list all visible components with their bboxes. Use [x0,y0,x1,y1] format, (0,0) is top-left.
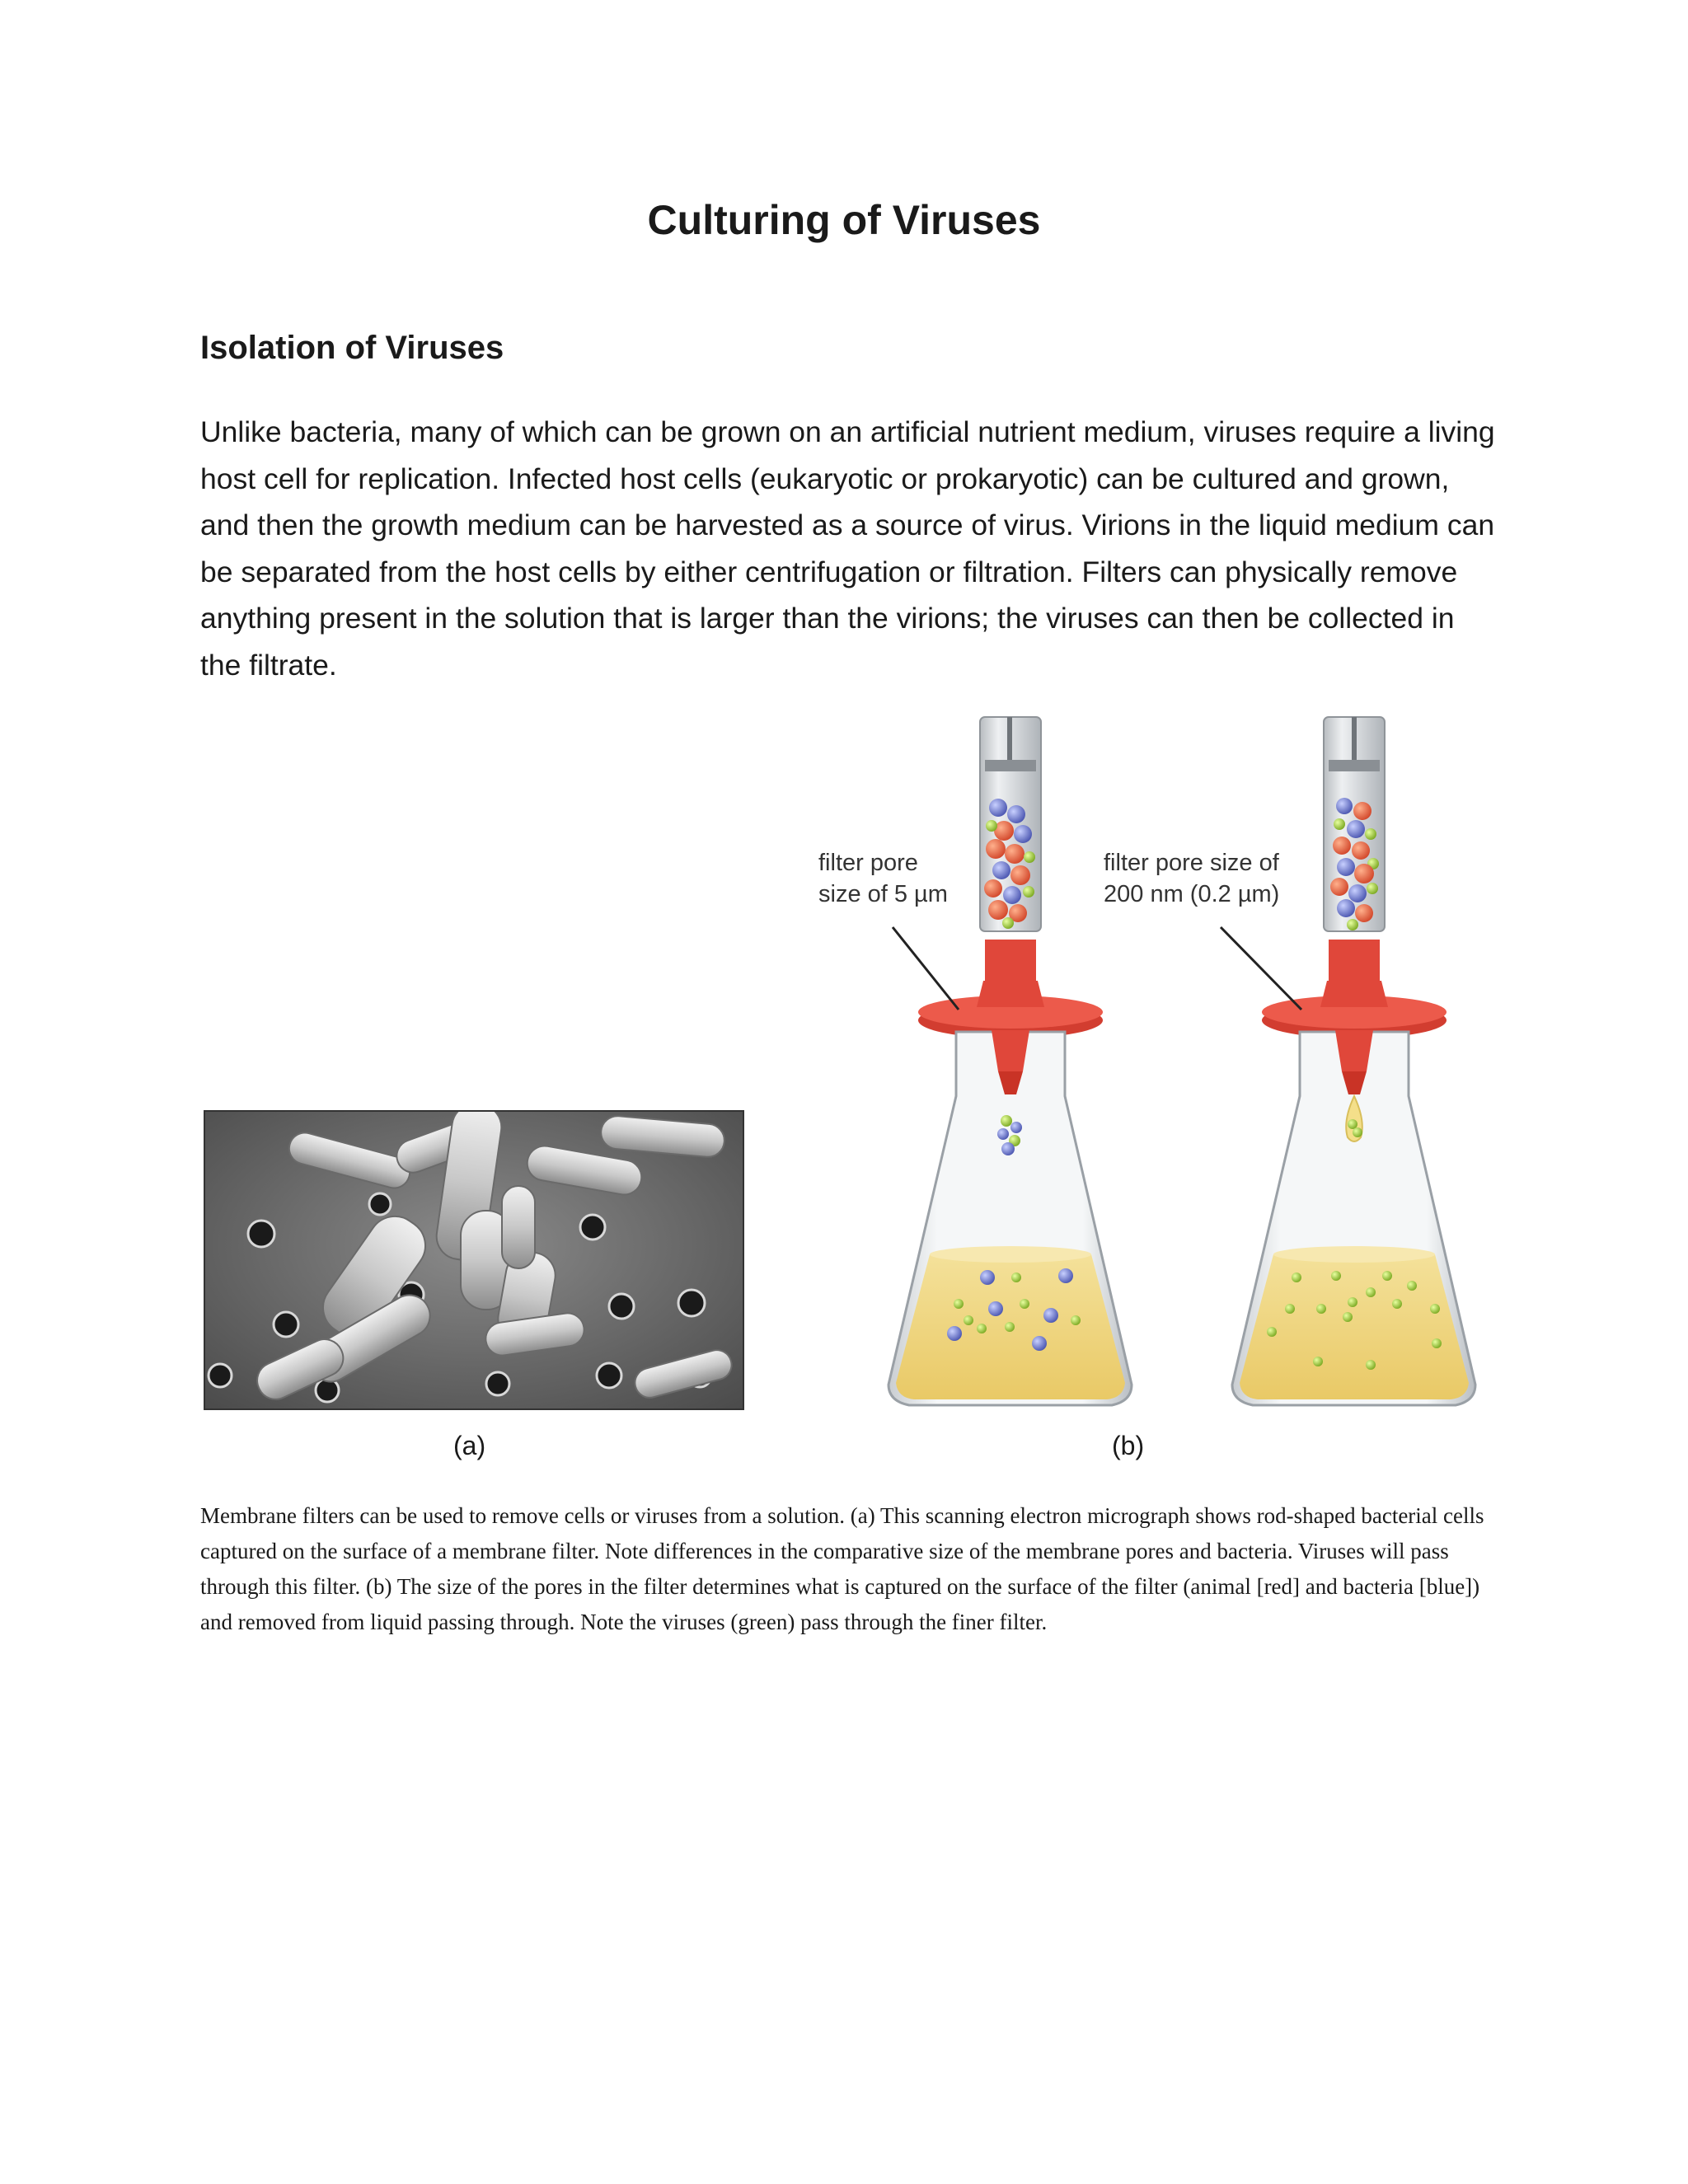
page-title: Culturing of Viruses [647,197,1041,243]
panel-b-label: (b) [1112,1431,1145,1460]
filtration-diagram [200,709,1503,1475]
filter-label-5um-line1: filter pore [818,850,918,876]
filtration-figure [200,709,1503,1475]
filter-label-200nm-line2: 200 nm (0.2 µm) [1104,881,1280,907]
right-filter-apparatus [1221,717,1475,1405]
filter-label-200nm-line1: filter pore size of [1104,850,1279,876]
body-paragraph: Unlike bacteria, many of which can be grown on an artificial nutrient medium, viruses require a living host cell for replication. Infected host cells (eukaryotic or prokaryotic) can be cultured and grown, and then the growth medium can be harvested as a source of virus. Virions in the liquid medium can be separated from the host cells by either centrifugation or filtration. Filters can physically remove anything present in the solution that is larger than the virions; the viruses can then be collected in the filtrate. [200,415,1495,682]
filter-label-5um [818,847,948,910]
section-heading: Isolation of Viruses [200,330,504,366]
panel-a-label: (a) [453,1431,486,1460]
filter-label-200nm [1104,847,1279,910]
left-filter-apparatus [889,717,1132,1405]
filter-label-5um-line2: size of 5 µm [818,881,948,907]
figure-caption: Membrane filters can be used to remove cells or viruses from a solution. (a) This scanning electron micrograph shows rod-shaped bacterial cells captured on the surface of a membrane filter. Note differences in the comparative size of the membrane pores and bacteria. Viruses will pass through this filter. (b) The size of the pores in the filter determines what is captured on the surface of the filter (animal [red] and bacteria [blue]) and removed from liquid passing through. Note the viruses (green) pass through the finer filter. [200,1503,1484,1634]
